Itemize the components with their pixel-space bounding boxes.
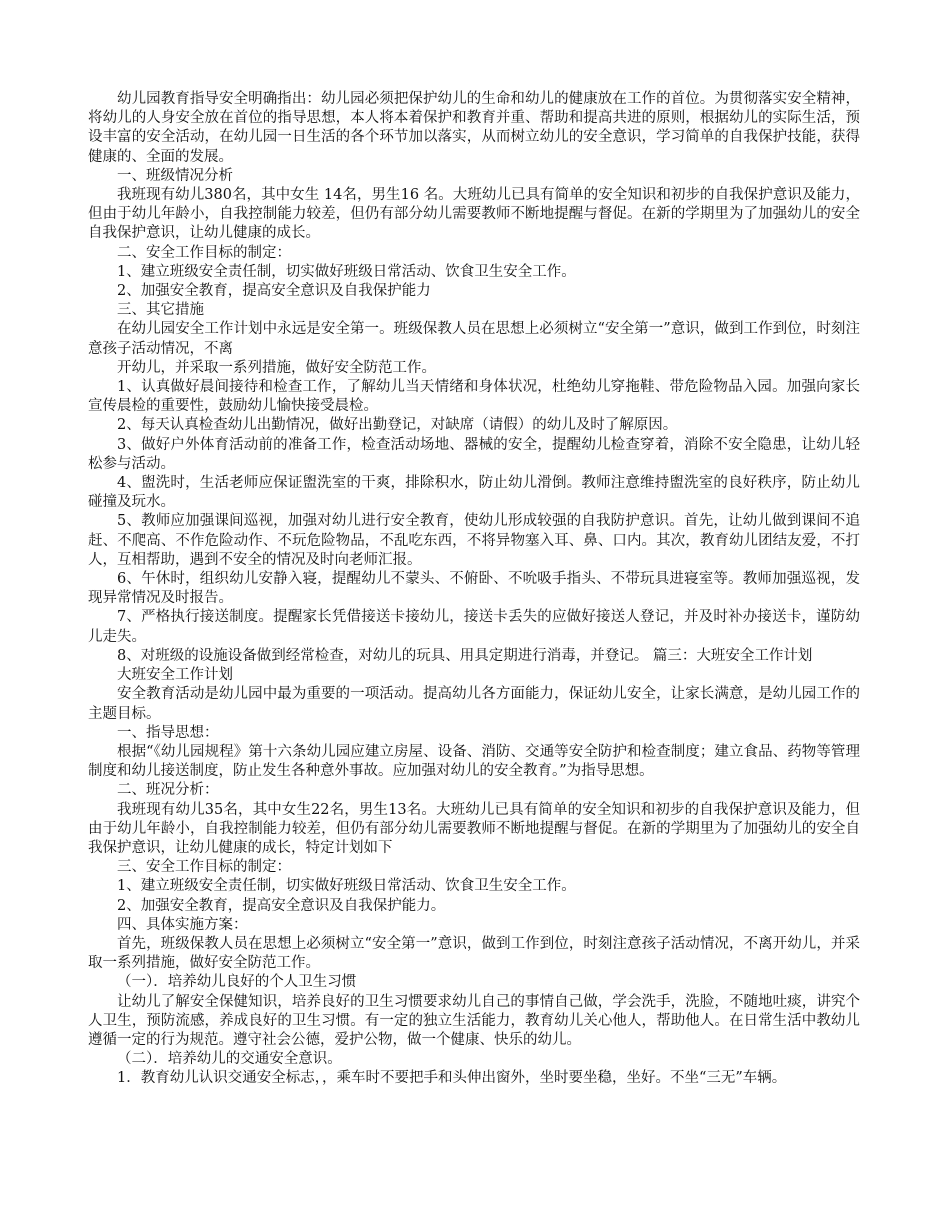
list-item: 3、做好户外体育活动前的准备工作，检查活动场地、器械的安全，提醒幼儿检查穿着，消除不安全隐患，让幼儿轻松参与活动。 bbox=[88, 436, 860, 472]
section-heading: 三、安全工作目标的制定： bbox=[117, 859, 291, 876]
section-heading: 一、班级情况分析 bbox=[117, 167, 233, 184]
list-item: 2、每天认真检查幼儿出勤情况，做好出勤登记，对缺席（请假）的幼儿及时了解原因。 bbox=[117, 417, 678, 434]
subsection-heading: （二）．培养幼儿的交通安全意识。 bbox=[117, 1051, 342, 1068]
section-heading: 二、安全工作目标的制定： bbox=[117, 244, 291, 261]
list-item: 2、加强安全教育，提高安全意识及自我保护能力。 bbox=[117, 897, 446, 914]
list-item: 1、建立班级安全责任制，切实做好班级日常活动、饮食卫生安全工作。 bbox=[117, 263, 576, 280]
list-item: 7、严格执行接送制度。提醒家长凭借接送卡接幼儿，接送卡丢失的应做好接送人登记，并及时补办接送卡，谨防幼儿走失。 bbox=[88, 609, 860, 645]
list-item: 1、建立班级安全责任制，切实做好班级日常活动、饮食卫生安全工作。 bbox=[117, 878, 576, 895]
section-heading: 四、具体实施方案： bbox=[117, 916, 248, 933]
list-item: 8、对班级的设施设备做到经常检查，对幼儿的玩具、用具定期进行消毒，并登记。 篇三：大班安全工作计划 bbox=[117, 647, 813, 664]
section-heading: 二、班况分析： bbox=[117, 782, 219, 799]
paragraph: 在幼儿园安全工作计划中永远是安全第一。班级保教人员在思想上必须树立“安全第一”意识，做到工作到位，时刻注意孩子活动情况，不离 bbox=[88, 321, 860, 357]
list-item: 1、认真做好晨间接待和检查工作，了解幼儿当天情绪和身体状况，杜绝幼儿穿拖鞋、带危险物品入园。加强向家长宣传晨检的重要性，鼓励幼儿愉快接受晨检。 bbox=[88, 379, 860, 415]
section-heading: 三、其它措施 bbox=[117, 302, 204, 319]
paragraph: 我班现有幼儿380名，其中女生 14名，男生16 名。大班幼儿已具有简单的安全知识和初步的自我保护意识及能力，但由于幼儿年龄小，自我控制能力较差，但仍有部分幼儿需要教师不断地提醒与督促。在新的学期里为了加强幼儿的安全自我保护意识，让幼儿健康的成长。 bbox=[88, 187, 860, 242]
section-title: 大班安全工作计划 bbox=[117, 667, 233, 684]
paragraph: 我班现有幼儿35名，其中女生22名，男生13名。大班幼儿已具有简单的安全知识和初步的自我保护意识及能力，但由于幼儿年龄小，自我控制能力较差，但仍有部分幼儿需要教师不断地提醒与督促。在新的学期里为了加强幼儿的安全自我保护意识，让幼儿健康的成长，特定计划如下 bbox=[88, 801, 860, 856]
paragraph: 安全教育活动是幼儿园中最为重要的一项活动。提高幼儿各方面能力，保证幼儿安全，让家长满意，是幼儿园工作的主题目标。 bbox=[88, 686, 860, 722]
list-item: 2、加强安全教育，提高安全意识及自我保护能力 bbox=[117, 283, 431, 300]
paragraph: 根据“《幼儿园规程》第十六条幼儿园应建立房屋、设备、消防、交通等安全防护和检查制度；建立食品、药物等管理制度和幼儿接送制度，防止发生各种意外事故。应加强对幼儿的安全教育。”为指导思想。 bbox=[88, 743, 860, 780]
subsection-heading: （一）．培养幼儿良好的个人卫生习惯 bbox=[117, 974, 357, 991]
paragraph: 首先，班级保教人员在思想上必须树立“安全第一”意识，做到工作到位，时刻注意孩子活动情况，不离开幼儿，并采取一系列措施，做好安全防范工作。 bbox=[88, 935, 860, 972]
paragraph: 让幼儿了解安全保健知识，培养良好的卫生习惯要求幼儿自己的事情自己做，学会洗手，洗脸，不随地吐痰，讲究个人卫生，预防流感，养成良好的卫生习惯。有一定的独立生活能力，教育幼儿关心他人，帮助他人。在日常生活中教幼儿遵循一定的行为规范。遵守社会公德，爱护公物，做一个健康、快乐的幼儿。 bbox=[88, 993, 860, 1048]
list-item: 1．教育幼儿认识交通安全标志，，乘车时不要把手和头伸出窗外，坐时要坐稳，坐好。不坐“三无”车辆。 bbox=[117, 1070, 787, 1087]
intro-paragraph: 幼儿园教育指导安全明确指出：幼儿园必须把保护幼儿的生命和幼儿的健康放在工作的首位。为贯彻落实安全精神，将幼儿的人身安全放在首位的指导思想，本人将本着保护和教育并重、帮助和提高共进的原则，根据幼儿的实际生活，预设丰富的安全活动，在幼儿园一日生活的各个环节加以落实，从而树立幼儿的安全意识，学习简单的自我保护技能，获得健康的、全面的发展。 bbox=[88, 91, 860, 165]
list-item: 5、教师应加强课间巡视，加强对幼儿进行安全教育，使幼儿形成较强的自我防护意识。首先，让幼儿做到课间不追赶、不爬高、不作危险动作、不玩危险物品，不乱吃东西，不将异物塞入耳、鼻、口内。其次，教育幼儿团结友爱，不打人，互相帮助，遇到不安全的情况及时向老师汇报。 bbox=[88, 513, 860, 568]
section-heading: 一、指导思想： bbox=[117, 724, 219, 741]
document-body bbox=[88, 90, 860, 1089]
list-item: 6、午休时，组织幼儿安静入寝，提醒幼儿不蒙头、不俯卧、不吮吸手指头、不带玩具进寝室等。教师加强巡视，发现异常情况及时报告。 bbox=[88, 571, 860, 607]
paragraph: 开幼儿，并采取一系列措施，做好安全防范工作。 bbox=[117, 359, 436, 376]
list-item: 4、盥洗时，生活老师应保证盥洗室的干爽，排除积水，防止幼儿滑倒。教师注意维持盥洗室的良好秩序，防止幼儿碰撞及玩水。 bbox=[88, 475, 860, 511]
